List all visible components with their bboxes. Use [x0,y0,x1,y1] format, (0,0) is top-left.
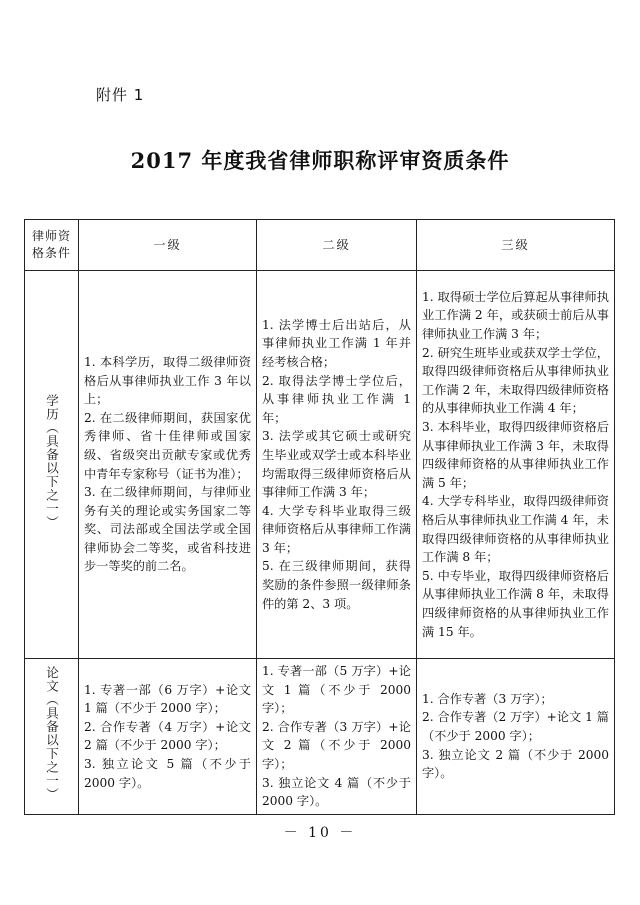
papers-level-2-cell [257,659,417,815]
requirement-item: 2. 研究生班毕业或获双学士学位，取得四级律师资格后从事律师执业工作满 2 年，未取得四级律师资格的从事律师执业工作满 4 年； [422,345,609,416]
category-education [25,271,79,659]
requirement-item: 1. 本科学历，取得二级律师资格后从事律师执业工作 3 年以上； [84,354,251,407]
requirement-item: 3. 法学或其它硕士或研究生毕业或双学士或本科毕业均需取得三级律师资格后从事律师工作满 3 年； [262,429,411,500]
requirement-item: 5. 中专毕业，取得四级律师资格后从事律师执业工作满 8 年，未取得四级律师资格的从事律师执业工作满 15 年。 [422,568,609,639]
requirement-item: 2. 合作专著（4 万字）+论文 2 篇（不少于 2000 字）； [84,719,251,753]
document-title: 2017 年度我省律师职称评审资质条件 [130,148,510,173]
column-header-level-3: 三级 [417,220,615,271]
requirement-item: 3. 独立论文 5 篇（不少于 2000 字）。 [84,756,251,790]
page-number: － 10 － [283,825,357,841]
requirement-item: 1. 专著一部（5 万字）+论文 1 篇（不少于 2000 字）； [262,664,411,716]
requirement-item: 1. 专著一部（6 万字）+论文 1 篇（不少于 2000 字）； [84,682,251,716]
education-level-1-cell [79,271,257,659]
category-label: 学历（具备以下之一） [44,394,60,530]
requirement-item: 4. 大学专科毕业取得三级律师资格后从事律师工作满 3 年； [262,503,411,555]
requirement-item: 3. 独立论文 4 篇（不少于 2000 字）。 [262,775,411,809]
category-label: 论文（具备以下之一） [44,666,60,802]
table-header-row [25,220,615,271]
table-row-papers [25,659,615,815]
requirement-item: 1. 法学博士后出站后，从事律师执业工作满 1 年并经考核合格； [262,317,411,369]
requirement-item: 3. 在二级律师期间，与律师业务有关的理论或实务国家二等奖、司法部或全国法学或全国律师协会二等奖，或省科技进步一等奖的前二名。 [84,485,251,574]
requirement-item: 2. 在二级律师期间，获国家优秀律师、省十佳律师或国家级、省级突出贡献专家或优秀中青年专家称号（证书为准）； [84,410,251,481]
requirement-item: 2. 合作专著（3 万字）+论文 2 篇（不少于 2000 字）； [262,719,411,771]
column-header-level-1: 一级 [79,220,257,271]
requirement-item: 4. 大学专科毕业，取得四级律师资格后从事律师执业工作满 4 年，未取得四级律师资格的从事律师执业工作满 8 年； [422,494,609,565]
table-row-education [25,271,615,659]
education-level-3-cell [417,271,615,659]
requirement-item: 2. 合作专著（2 万字）+论文 1 篇（不少于 2000 字）； [422,710,609,744]
attachment-label: 附件 1 [96,86,145,104]
education-level-2-cell [257,271,417,659]
qualification-table [24,219,615,815]
requirement-item: 3. 独立论文 2 篇（不少于 2000 字）。 [422,747,609,781]
requirement-item: 1. 合作专著（3 万字）； [422,691,553,706]
requirement-item: 1. 取得硕士学位后算起从事律师执业工作满 2 年，或获硕士前后从事律师执业工作满 3 年； [422,289,609,342]
column-header-level-2: 二级 [257,220,417,271]
papers-level-3-cell [417,659,615,815]
column-header-category: 律师资格条件 [25,220,79,271]
requirement-item: 3. 本科毕业，取得四级律师资格后从事律师执业工作满 3 年，未取得四级律师资格的从事律师执业工作满 5 年； [422,420,609,490]
category-papers [25,659,79,815]
requirement-item: 2. 取得法学博士学位后，从事律师执业工作满 1 年； [262,373,411,425]
papers-level-1-cell [79,659,257,815]
requirement-item: 5. 在三级律师期间，获得奖励的条件参照一级律师条件的第 2、3 项。 [262,559,411,611]
